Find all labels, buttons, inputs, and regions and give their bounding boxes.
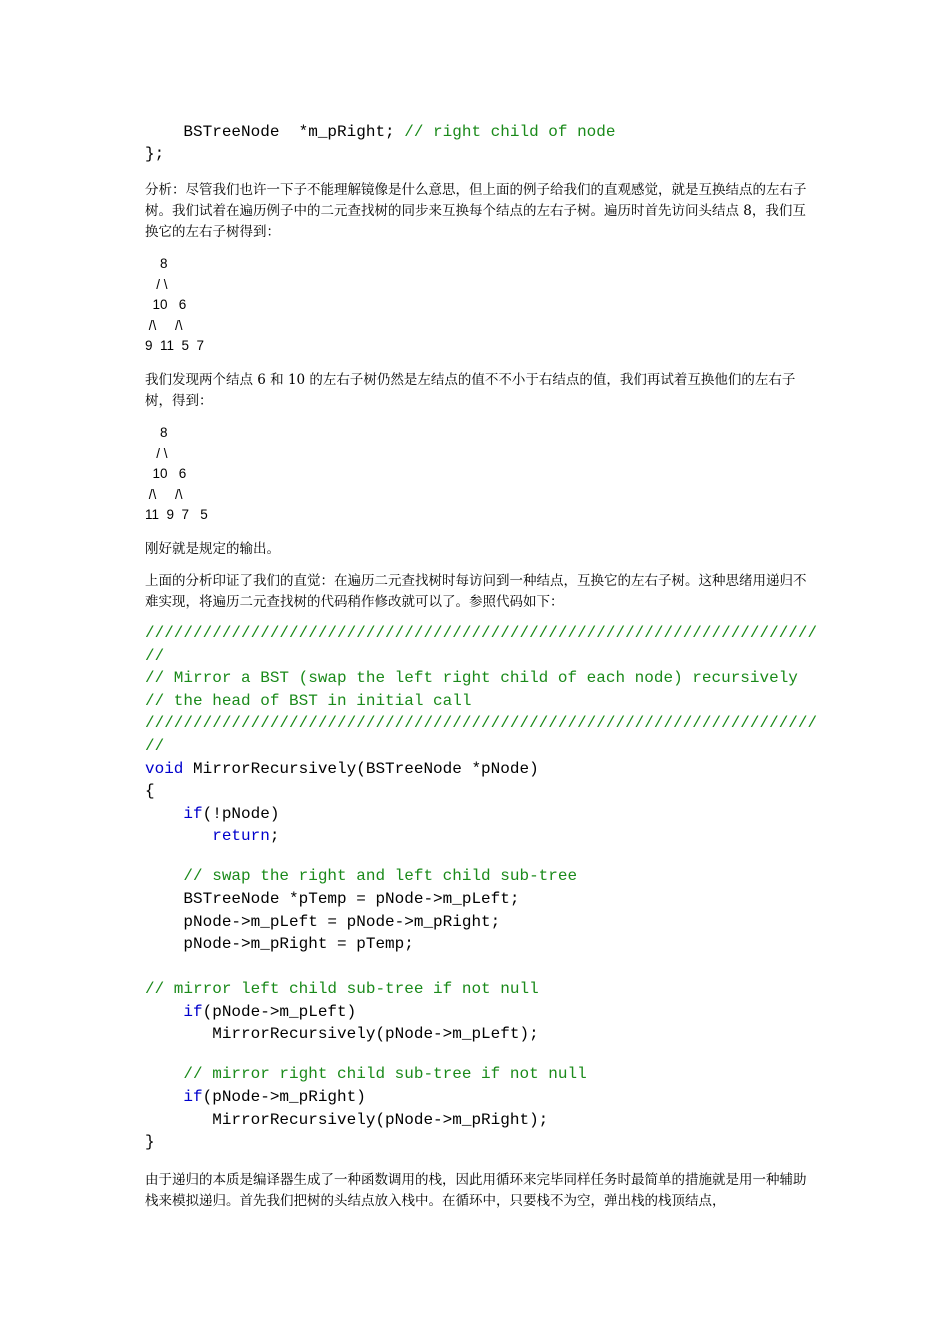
code-keyword: if <box>145 804 203 823</box>
code-line: (pNode->m_pLeft) <box>202 1002 357 1021</box>
tree-diagram-2 <box>145 423 208 526</box>
code-comment: // mirror left child sub-tree if not null <box>145 980 539 999</box>
code-line: MirrorRecursively(BSTreeNode *pNode) <box>183 759 539 778</box>
code-line: pNode->m_pLeft = pNode->m_pRight; <box>145 912 501 931</box>
code-line: pNode->m_pRight = pTemp; <box>145 935 414 954</box>
code-comment: // right child of node <box>404 123 616 141</box>
code-line: (!pNode) <box>202 804 280 823</box>
tree-line: / \ <box>145 276 168 292</box>
code-blank <box>145 848 817 865</box>
paragraph-iterative: 由于递归的本质是编译器生成了一种函数调用的栈，因此用循环来完毕同样任务时最简单的措施就是用一种辅助栈来模拟递归。首先我们把树的头结点放入栈中。在循环中，只要栈不为空，弹出栈的栈顶结点， <box>145 1172 807 1209</box>
code-keyword: return <box>145 827 270 846</box>
code-comment: // swap the right and left child sub-tree <box>145 867 578 886</box>
code-comment: ////////////////////////////////////////////////////////////////////// <box>145 624 818 642</box>
tree-line: 10 6 <box>145 466 187 481</box>
code-line: } <box>145 1133 155 1152</box>
tree-line: / \ <box>145 445 168 461</box>
code-line: ; <box>269 827 280 846</box>
code-block-mirror-recursively <box>145 622 817 1154</box>
code-line: }; <box>145 145 165 163</box>
paragraph-swap-again: 我们发现两个结点 6 和 10 的左右子树仍然是左结点的值不不小于右结点的值，我们再试着互换他们的左右子树，得到： <box>145 372 796 409</box>
paragraph-output: 刚好就是规定的输出。 <box>145 541 280 557</box>
code-line: BSTreeNode *m_pRight; <box>145 123 405 141</box>
tree-line: /\ /\ <box>145 317 183 333</box>
code-line: (pNode->m_pRight) <box>202 1088 366 1107</box>
code-line: MirrorRecursively(pNode->m_pRight); <box>145 1110 549 1129</box>
tree-line: 11 9 7 5 <box>145 507 208 522</box>
code-blank <box>145 1046 817 1063</box>
tree-line: 9 11 5 7 <box>145 338 205 353</box>
tree-line: 10 6 <box>145 297 187 312</box>
code-line: BSTreeNode *pTemp = pNode->m_pLeft; <box>145 889 520 908</box>
code-comment: // Mirror a BST (swap the left right child of each node) recursively <box>145 669 798 688</box>
code-comment: // the head of BST in initial call <box>145 691 472 710</box>
code-block-top <box>145 121 615 165</box>
code-keyword: if <box>145 1002 203 1021</box>
tree-diagram-1 <box>145 254 204 357</box>
tree-line: /\ /\ <box>145 486 183 502</box>
code-keyword: void <box>145 759 184 778</box>
code-line: { <box>145 782 155 801</box>
tree-line: 8 <box>145 425 168 440</box>
paragraph-intuition: 上面的分析印证了我们的直觉：在遍历二元查找树时每访问到一种结点，互换它的左右子树。这种思绪用递归不难实现，将遍历二元查找树的代码稍作修改就可以了。参照代码如下： <box>145 573 807 610</box>
code-comment: // mirror right child sub-tree if not null <box>145 1065 587 1084</box>
code-comment: // <box>145 646 165 665</box>
paragraph-analysis: 分析：尽管我们也许一下子不能理解镜像是什么意思，但上面的例子给我们的直观感觉，就是互换结点的左右子树。我们试着在遍历例子中的二元查找树的同步来互换每个结点的左右子树。遍历时首先访问头结点 8，我们互换它的左右子树得到： <box>145 182 807 240</box>
code-line: MirrorRecursively(pNode->m_pLeft); <box>145 1025 539 1044</box>
code-comment: // <box>145 736 165 755</box>
tree-line: 8 <box>145 256 168 271</box>
code-keyword: if <box>145 1088 203 1107</box>
code-comment: ////////////////////////////////////////////////////////////////////// <box>145 714 818 733</box>
